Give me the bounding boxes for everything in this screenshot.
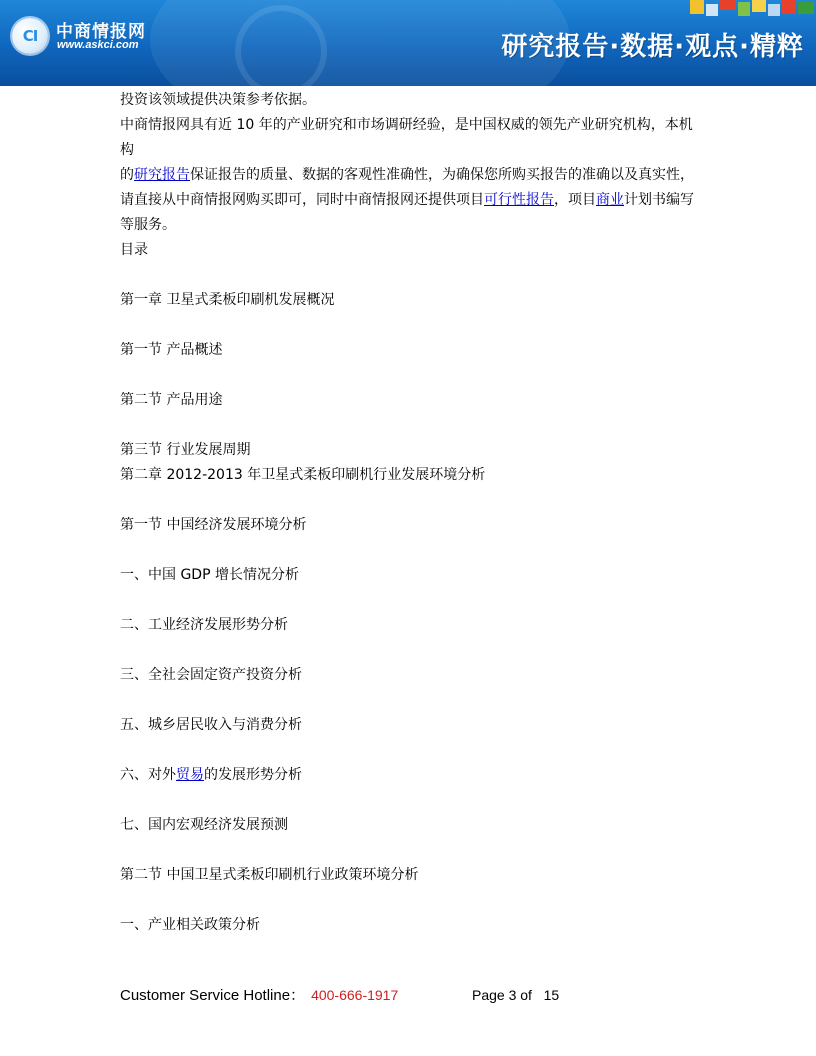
toc-item: 三、全社会固定资产投资分析 xyxy=(120,667,302,683)
spacer xyxy=(120,413,700,438)
hotline-number: 400-666-1917 xyxy=(311,987,399,1003)
toc-section: 第一节 中国经济发展环境分析 xyxy=(120,517,307,533)
toc-item-text: 六、对外 xyxy=(120,767,176,783)
logo-url: www.askci.com xyxy=(57,39,139,51)
spacer xyxy=(120,588,700,613)
intro-line: 投资该领域提供决策参考依据。 xyxy=(120,92,316,108)
toc-item xyxy=(120,763,700,788)
askci-logo-icon xyxy=(12,18,48,54)
toc-item: 二、工业经济发展形势分析 xyxy=(120,617,288,633)
intro-text: 计划书编写 xyxy=(624,192,694,208)
logo-chinese-name: 中商情报网 xyxy=(56,22,146,42)
header-tagline: 研究报告·数据·观点·精粹 xyxy=(501,32,804,62)
toc-section: 第二节 中国卫星式柔板印刷机行业政策环境分析 xyxy=(120,867,419,883)
spacer xyxy=(120,488,700,513)
spacer xyxy=(120,638,700,663)
intro-text: 请直接从中商情报网购买即可，同时中商情报网还提供项目 xyxy=(120,192,484,208)
toc-section: 第三节 行业发展周期 xyxy=(120,442,251,458)
page-label: Page 3 of xyxy=(472,987,532,1003)
spacer xyxy=(120,788,700,813)
intro-line: 中商情报网具有近 10 年的产业研究和市场调研经验，是中国权威的领先产业研究机构，本机构 xyxy=(120,117,693,158)
spacer xyxy=(120,363,700,388)
toc-item: 五、城乡居民收入与消费分析 xyxy=(120,717,302,733)
logo-mark: CI xyxy=(22,27,38,45)
toc-item-text: 的发展形势分析 xyxy=(204,767,302,783)
spacer xyxy=(120,888,700,913)
toc-chapter: 第一章 卫星式柔板印刷机发展概况 xyxy=(120,292,335,308)
decorative-cubes-icon xyxy=(686,0,816,28)
trade-link[interactable]: 贸易 xyxy=(176,767,204,783)
page-footer xyxy=(120,984,560,1005)
toc-title: 目录 xyxy=(120,242,148,258)
spacer xyxy=(120,313,700,338)
page-indicator xyxy=(472,987,559,1003)
business-link[interactable]: 商业 xyxy=(596,192,624,208)
toc-section: 第一节 产品概述 xyxy=(120,342,223,358)
toc-section: 第二节 产品用途 xyxy=(120,392,223,408)
research-report-link[interactable]: 研究报告 xyxy=(134,167,190,183)
header-ring-decoration xyxy=(235,5,327,86)
intro-text: ，项目 xyxy=(554,192,596,208)
hotline-label: Customer Service Hotline： xyxy=(120,987,306,1004)
intro-line xyxy=(120,163,700,188)
spacer xyxy=(120,838,700,863)
feasibility-report-link[interactable]: 可行性报告 xyxy=(484,192,554,208)
toc-item: 七、国内宏观经济发展预测 xyxy=(120,817,288,833)
intro-text: 的 xyxy=(120,167,134,183)
intro-line xyxy=(120,188,700,213)
page-header xyxy=(0,0,816,86)
toc-item: 一、中国 GDP 增长情况分析 xyxy=(120,567,299,583)
spacer xyxy=(120,538,700,563)
document-body xyxy=(120,88,700,938)
total-pages: 15 xyxy=(543,987,560,1003)
toc-chapter: 第二章 2012-2013 年卫星式柔板印刷机行业发展环境分析 xyxy=(120,467,486,483)
intro-text: 保证报告的质量、数据的客观性准确性，为确保您所购买报告的准确以及真实性， xyxy=(190,167,694,183)
spacer xyxy=(120,738,700,763)
intro-line: 等服务。 xyxy=(120,217,176,233)
toc-item: 一、产业相关政策分析 xyxy=(120,917,260,933)
spacer xyxy=(120,688,700,713)
spacer xyxy=(120,263,700,288)
